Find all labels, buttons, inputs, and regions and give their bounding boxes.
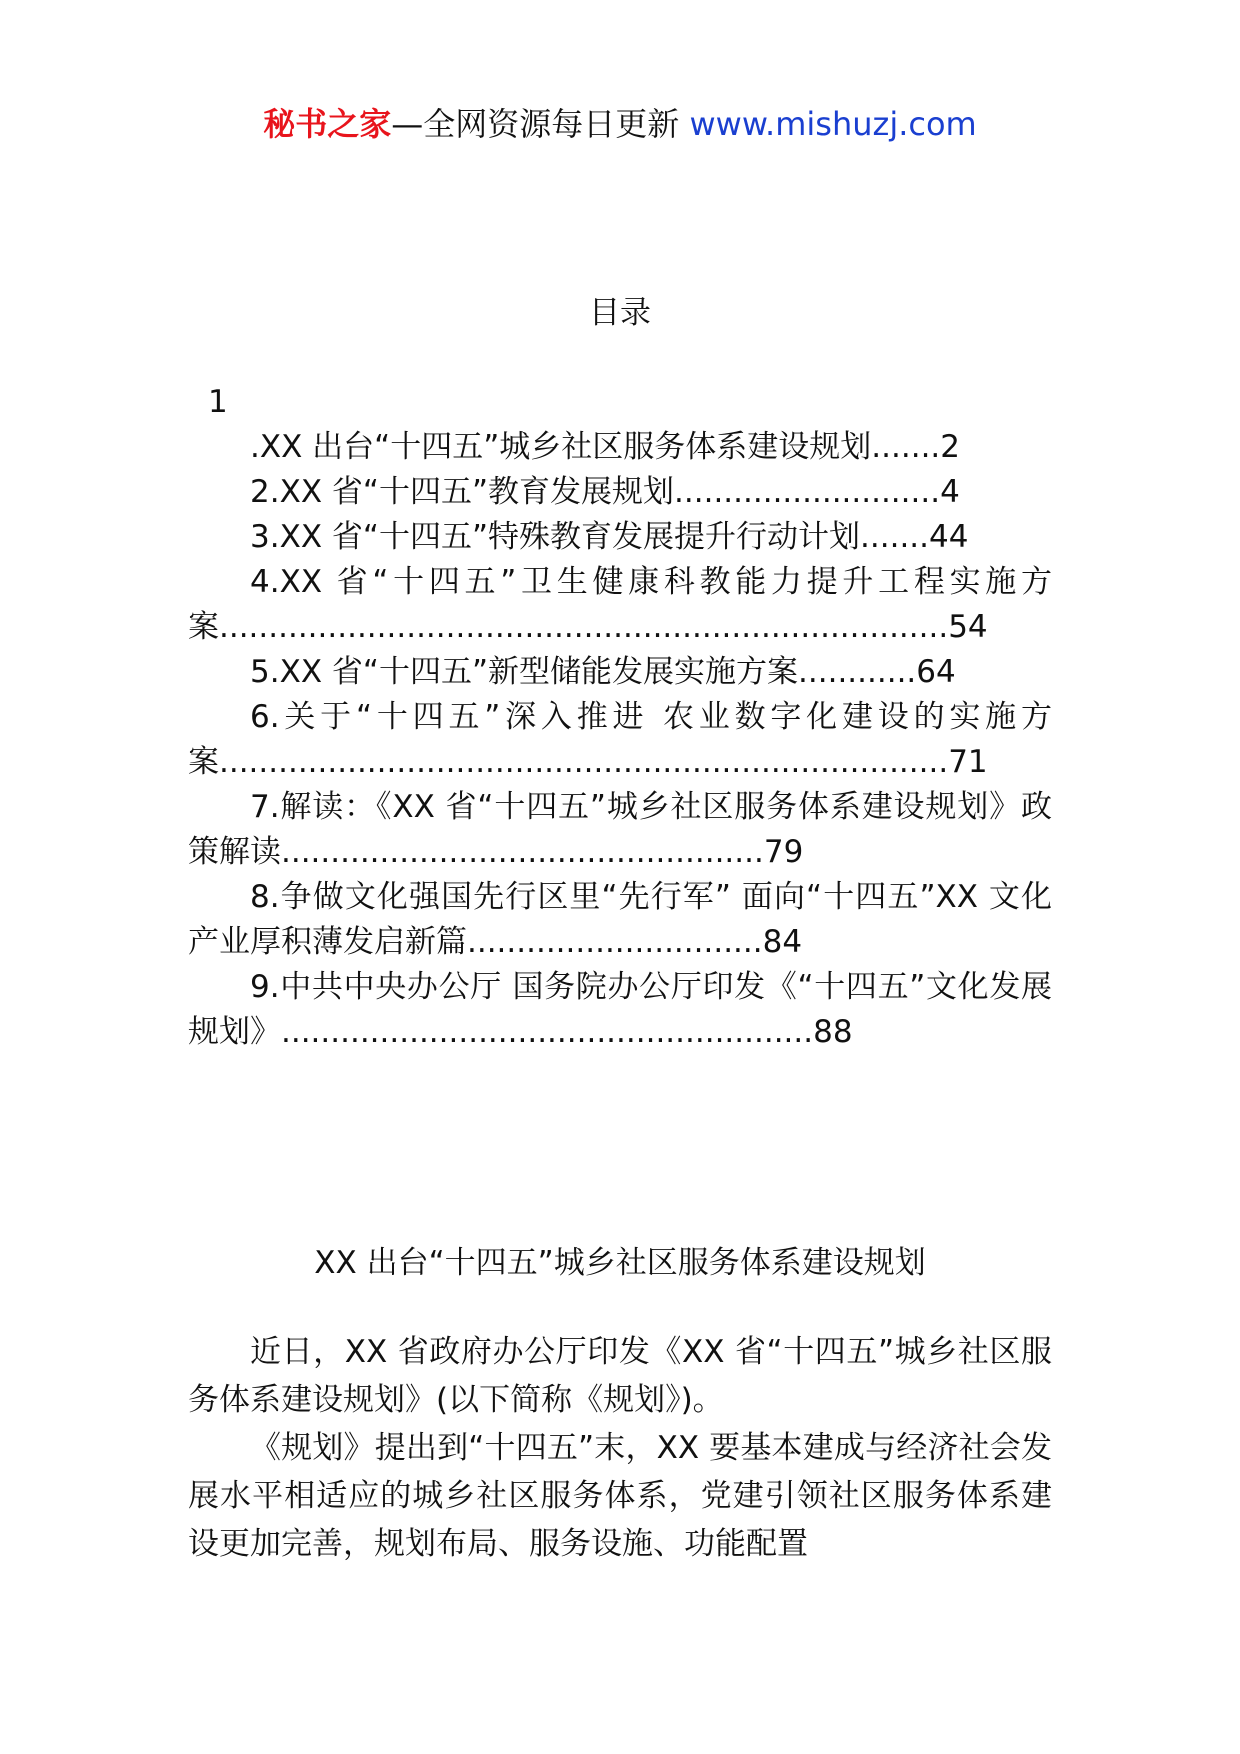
toc-entry-7[interactable]: 7.解读：《XX 省“十四五”城乡社区服务体系建设规划》政策解读.................................................79 bbox=[188, 789, 1052, 870]
toc-entry-1[interactable]: .XX 出台“十四五”城乡社区服务体系建设规划.......2 bbox=[250, 429, 961, 465]
site-tagline: —全网资源每日更新 bbox=[391, 105, 690, 143]
toc-entry-5[interactable]: 5.XX 省“十四五”新型储能发展实施方案............64 bbox=[250, 654, 956, 690]
toc-entry-2[interactable]: 2.XX 省“十四五”教育发展规划...........................4 bbox=[250, 474, 960, 510]
article-paragraph-1: 近日，XX 省政府办公厅印发《XX 省“十四五”城乡社区服务体系建设规划》(以下简称《规划》)。 bbox=[188, 1334, 1052, 1418]
toc-entry-4[interactable]: 4.XX 省“十四五”卫生健康科教能力提升工程实施方案..........................................................................54 bbox=[188, 564, 1052, 645]
table-of-contents bbox=[188, 380, 1052, 1055]
article-paragraph-2: 《规划》提出到“十四五”末，XX 要基本建成与经济社会发展水平相适应的城乡社区服务体系，党建引领社区服务体系建设更加完善，规划布局、服务设施、功能配置 bbox=[188, 1430, 1052, 1562]
article-body bbox=[188, 1328, 1052, 1568]
toc-title: 目录 bbox=[589, 295, 651, 331]
site-brand: 秘书之家 bbox=[263, 105, 392, 143]
toc-entry-3[interactable]: 3.XX 省“十四五”特殊教育发展提升行动计划.......44 bbox=[250, 519, 969, 555]
toc-entry-6[interactable]: 6.关于“十四五”深入推进 农业数字化建设的实施方案..........................................................................71 bbox=[188, 699, 1052, 780]
site-url-link[interactable]: www.mishuzj.com bbox=[689, 105, 977, 143]
toc-lead-number: 1 bbox=[208, 384, 228, 420]
article-title: XX 出台“十四五”城乡社区服务体系建设规划 bbox=[314, 1245, 926, 1281]
site-header bbox=[0, 100, 1240, 148]
toc-entry-9[interactable]: 9.中共中央办公厅 国务院办公厅印发《“十四五”文化发展规划》......................................................88 bbox=[188, 969, 1052, 1050]
toc-entry-8[interactable]: 8.争做文化强国先行区里“先行军” 面向“十四五”XX 文化产业厚积薄发启新篇..............................84 bbox=[188, 879, 1052, 960]
